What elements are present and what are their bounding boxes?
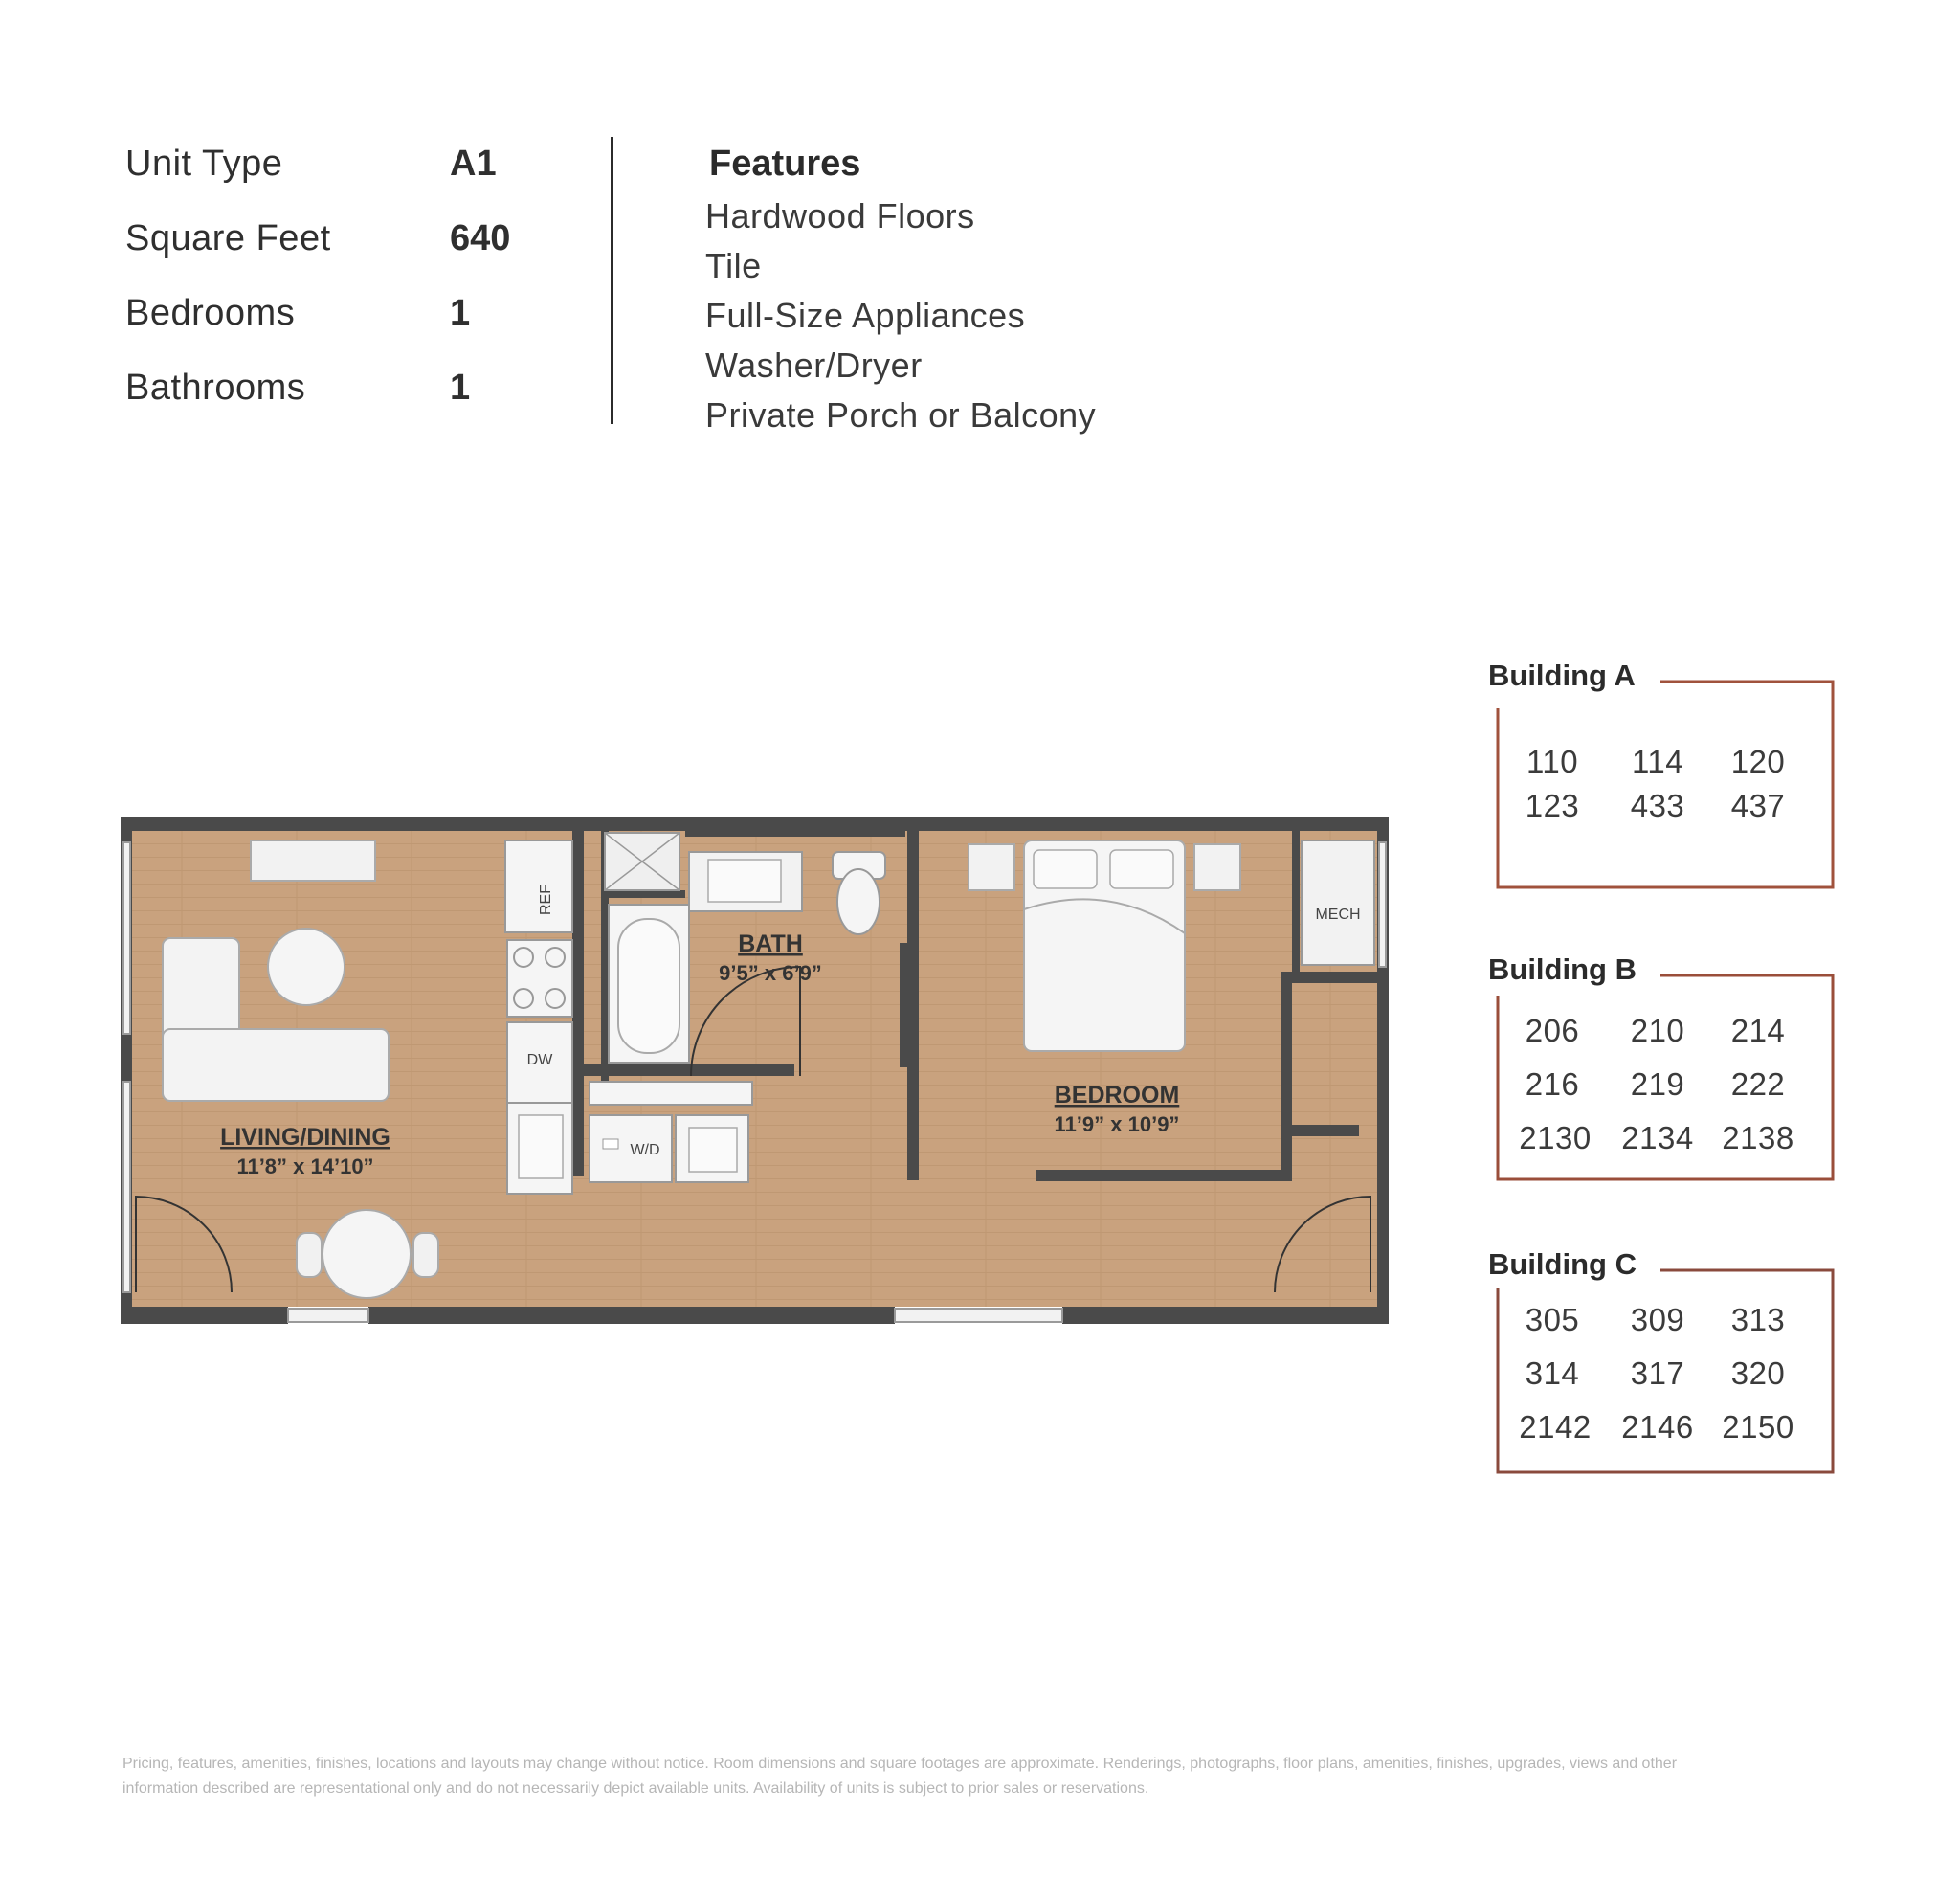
unit-number: 320	[1730, 1355, 1786, 1391]
feature-item: Washer/Dryer	[705, 346, 923, 385]
unit-number: 317	[1630, 1355, 1685, 1391]
feature-item: Full-Size Appliances	[705, 296, 1026, 335]
unit-number: 2138	[1722, 1120, 1794, 1155]
wd-label: W/D	[630, 1142, 660, 1158]
unit-number: 305	[1525, 1302, 1580, 1337]
feature-item: Tile	[705, 246, 762, 285]
features-title: Features	[709, 144, 861, 184]
unit-number: 2142	[1519, 1409, 1592, 1445]
unit-number: 114	[1631, 744, 1684, 779]
building-c-title: Building C	[1488, 1247, 1637, 1281]
unit-number: 2150	[1722, 1409, 1794, 1445]
bedroom-title: BEDROOM	[1054, 1082, 1180, 1109]
spec-label-square-feet: Square Feet	[125, 218, 331, 258]
unit-number: 206	[1525, 1013, 1580, 1048]
feature-item: Hardwood Floors	[705, 196, 975, 235]
spec-value-bedrooms: 1	[450, 293, 471, 333]
spec-value-square-feet: 640	[450, 218, 511, 258]
building-a-title: Building A	[1488, 659, 1636, 692]
unit-number: 120	[1730, 744, 1786, 779]
building-b-title: Building B	[1488, 952, 1637, 986]
unit-number: 437	[1730, 788, 1786, 823]
spec-value-bathrooms: 1	[450, 368, 471, 408]
bath-title: BATH	[738, 930, 803, 957]
living-room-dims: 11’8” x 14’10”	[236, 1154, 374, 1178]
unit-number: 222	[1730, 1066, 1786, 1102]
unit-number: 219	[1630, 1066, 1685, 1102]
unit-number: 123	[1525, 788, 1580, 823]
unit-number: 433	[1630, 788, 1685, 823]
unit-number: 313	[1730, 1302, 1786, 1337]
ref-label: REF	[538, 885, 554, 915]
unit-number: 309	[1630, 1302, 1685, 1337]
unit-number: 214	[1730, 1013, 1786, 1048]
bath-dims: 9’5” x 6’9”	[719, 961, 822, 985]
disclaimer: Pricing, features, amenities, finishes, locations and layouts may change without notice. Room dimensions and square footages are approximate. Renderings, photographs, floor plans, amenities, finishes, upgrades, views and other information described are representational only and do not necessarily depict available units. Availability of units is subject to prior sales or reservations.	[122, 1756, 1678, 1797]
spec-label-bathrooms: Bathrooms	[125, 368, 306, 408]
unit-number: 110	[1526, 744, 1579, 779]
spec-label-bedrooms: Bedrooms	[125, 293, 296, 333]
unit-number: 2134	[1621, 1120, 1694, 1155]
bedroom-dims: 11’9” x 10’9”	[1054, 1112, 1180, 1136]
spec-label-unit-type: Unit Type	[125, 144, 283, 184]
feature-item: Private Porch or Balcony	[705, 395, 1097, 435]
unit-number: 2146	[1621, 1409, 1694, 1445]
unit-number: 2130	[1519, 1120, 1592, 1155]
spec-value-unit-type: A1	[450, 144, 497, 184]
unit-number: 314	[1525, 1355, 1580, 1391]
unit-number: 216	[1525, 1066, 1580, 1102]
living-room-title: LIVING/DINING	[220, 1124, 390, 1151]
dw-label: DW	[526, 1052, 553, 1068]
mech-label: MECH	[1315, 907, 1361, 923]
unit-number: 210	[1630, 1013, 1685, 1048]
